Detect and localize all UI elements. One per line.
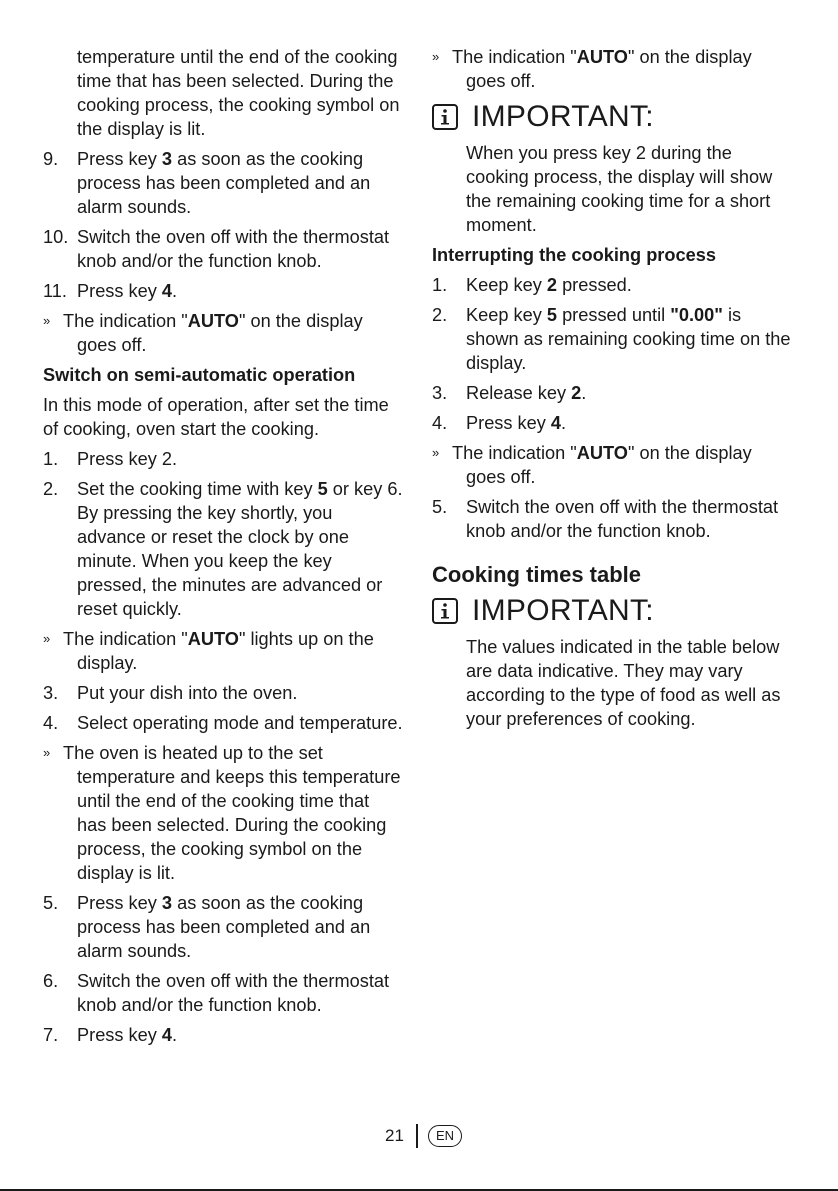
step-number: 10.: [43, 227, 69, 247]
important-title: IMPORTANT:: [472, 100, 654, 133]
step-number: 11.: [43, 281, 67, 301]
important-title: IMPORTANT:: [472, 594, 654, 627]
right-column: [432, 45, 792, 737]
interrupt-step-1: 1. Keep key 2 pressed.: [432, 275, 632, 295]
section-heading-interrupting: Interrupting the cooking process: [432, 245, 716, 265]
step-number: 9.: [43, 149, 59, 169]
interrupt-step-2: 2. Keep key 5 pressed until "0.00" is shown as remaining cooking time on the display.: [432, 305, 791, 373]
result-line: » The indication "AUTO" on the display goes off.: [43, 311, 363, 355]
important-notice: [432, 99, 792, 135]
result-line: » The oven is heated up to the set temperature and keeps this temperature until the end of the cooking time that has been selected. During the cooking process, the cooking symbol on the display is lit.: [43, 743, 401, 883]
semi-step-4: 4. Select operating mode and temperature.: [43, 713, 403, 733]
important-note: When you press key 2 during the cooking process, the display will show the remaining cooking time for a short moment.: [466, 143, 773, 235]
result-marker: »: [43, 313, 51, 328]
semi-automatic-paragraph: In this mode of operation, after set the time of cooking, oven start the cooking.: [43, 395, 389, 439]
left-column: [43, 45, 403, 1053]
step-10: 10. Switch the oven off with the thermostat knob and/or the function knob.: [43, 227, 390, 271]
page-number: 21: [385, 1126, 404, 1145]
interrupt-step-3: 3. Release key 2.: [432, 383, 587, 403]
result-line: » The indication "AUTO" on the display goes off.: [432, 443, 752, 487]
info-glyph: [437, 108, 453, 126]
step-11: 11. Press key 4.: [43, 281, 178, 301]
section-heading-cooking-times: Cooking times table: [432, 562, 642, 587]
continued-text: temperature until the end of the cooking time that has been selected. During the cooking process, the cooking symbol on the display is lit.: [77, 47, 400, 139]
important-notice: [432, 593, 792, 629]
semi-step-6: 6. Switch the oven off with the thermostat knob and/or the function knob.: [43, 971, 390, 1015]
step-9: 9. Press key 3 as soon as the cooking process has been completed and an alarm sounds.: [43, 149, 371, 217]
interrupt-step-4: 4. Press key 4.: [432, 413, 567, 433]
language-badge: EN: [428, 1125, 462, 1147]
result-line: » The indication "AUTO" on the display goes off.: [432, 47, 752, 91]
semi-step-5: 5. Press key 3 as soon as the cooking process has been completed and an alarm sounds.: [43, 893, 371, 961]
page-footer: [0, 1124, 838, 1150]
interrupt-step-5: 5. Switch the oven off with the thermostat knob and/or the function knob.: [432, 497, 779, 541]
semi-step-3: 3. Put your dish into the oven.: [43, 683, 298, 703]
info-glyph: [437, 602, 453, 620]
semi-step-7: 7. Press key 4.: [43, 1025, 178, 1045]
important-note: The values indicated in the table below are data indicative. They may vary according to the type of food as well as your preferences of cooking.: [466, 637, 781, 729]
info-icon: [432, 598, 458, 624]
footer-divider: [416, 1124, 418, 1148]
semi-step-1: 1. Press key 2.: [43, 449, 178, 469]
section-heading-semi-automatic: Switch on semi-automatic operation: [43, 365, 356, 385]
semi-step-2: 2. Set the cooking time with key 5 or key 6. By pressing the key shortly, you advance or reset the clock by one minute. When you keep the key pressed, the minutes are advanced or reset quickly.: [43, 479, 403, 619]
result-line: » The indication "AUTO" lights up on the display.: [43, 629, 374, 673]
info-icon: [432, 104, 458, 130]
